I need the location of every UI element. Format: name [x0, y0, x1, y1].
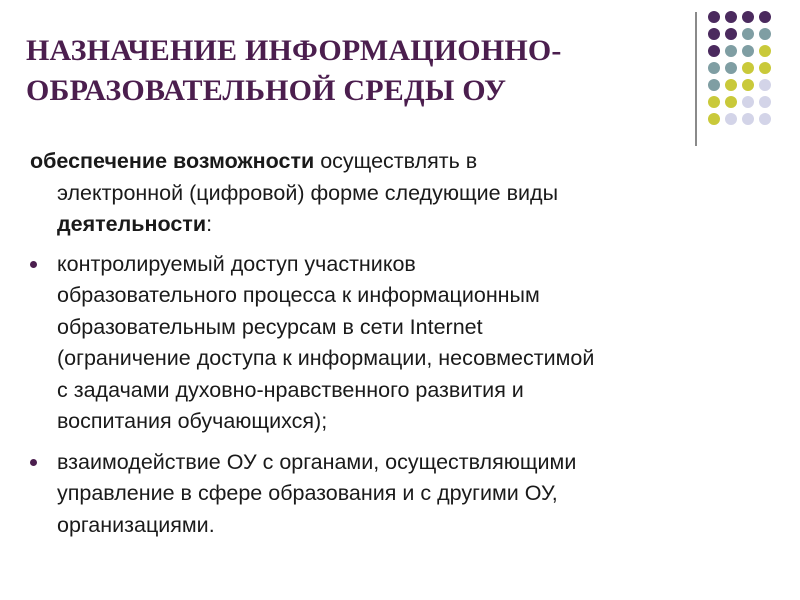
- decorative-dot: [725, 11, 737, 23]
- decorative-dot: [742, 113, 754, 125]
- decorative-dot: [742, 62, 754, 74]
- list-item-line: организациями.: [57, 512, 215, 537]
- list-item-line: с задачами духовно-нравственного развития и: [57, 377, 524, 402]
- decorative-dot: [742, 45, 754, 57]
- intro-bold-lead: обеспечение возможности: [30, 149, 315, 173]
- list-item-line: образовательным ресурсам в сети Internet: [57, 314, 483, 339]
- title-line-2: ОБРАЗОВАТЕЛЬНОЙ СРЕДЫ ОУ: [26, 74, 507, 107]
- decorative-divider: [695, 12, 697, 146]
- intro-paragraph: [30, 146, 780, 241]
- intro-line-2: электронной (цифровой) форме следующие виды: [57, 180, 559, 205]
- decorative-dot: [759, 96, 771, 108]
- decorative-dot: [759, 113, 771, 125]
- decorative-dot: [759, 45, 771, 57]
- decorative-dot-grid: [707, 10, 773, 130]
- list-item-line: взаимодействие ОУ с органами, осуществляющими: [57, 449, 577, 474]
- decorative-dot: [742, 11, 754, 23]
- list-item-line: образовательного процесса к информационным: [57, 283, 540, 307]
- decorative-dot: [725, 96, 737, 108]
- decorative-dot: [759, 11, 771, 23]
- decorative-dot: [742, 28, 754, 40]
- intro-line-1: [30, 146, 780, 178]
- decorative-dot: [759, 79, 771, 91]
- slide-body: [30, 146, 780, 550]
- slide-title: [26, 31, 666, 111]
- decorative-dot: [708, 45, 720, 57]
- decorative-dot: [725, 79, 737, 91]
- decorative-dot: [725, 45, 737, 57]
- decorative-dot: [759, 28, 771, 40]
- list-item-line: воспитания обучающихся);: [57, 409, 328, 433]
- decorative-dot: [708, 79, 720, 91]
- decorative-dot: [725, 28, 737, 40]
- decorative-dot: [759, 62, 771, 74]
- bullet-list: [30, 249, 780, 542]
- decorative-dot: [708, 28, 720, 40]
- decorative-dot: [708, 62, 720, 74]
- decorative-dot: [708, 11, 720, 23]
- list-item-line: контролируемый доступ участников: [57, 251, 416, 276]
- decorative-dot: [708, 113, 720, 125]
- intro-text-1: осуществлять в: [314, 149, 478, 173]
- decorative-dot: [742, 96, 754, 108]
- intro-line-3: [30, 209, 780, 241]
- decorative-dot: [708, 96, 720, 108]
- intro-bold-tail: деятельности: [57, 212, 207, 236]
- list-item: [30, 249, 780, 438]
- decorative-dot: [742, 79, 754, 91]
- bullet-dot-icon: [30, 459, 37, 466]
- list-item-line: управление в сфере образования и с другими ОУ,: [57, 481, 558, 505]
- list-item-line: (ограничение доступа к информации, несовместимой: [57, 346, 595, 370]
- decorative-dot: [725, 113, 737, 125]
- intro-tail-suffix: :: [206, 212, 213, 236]
- list-item: [30, 447, 780, 542]
- decorative-dot: [725, 62, 737, 74]
- bullet-dot-icon: [30, 261, 37, 268]
- title-line-1: НАЗНАЧЕНИЕ ИНФОРМАЦИОННО-: [26, 34, 562, 67]
